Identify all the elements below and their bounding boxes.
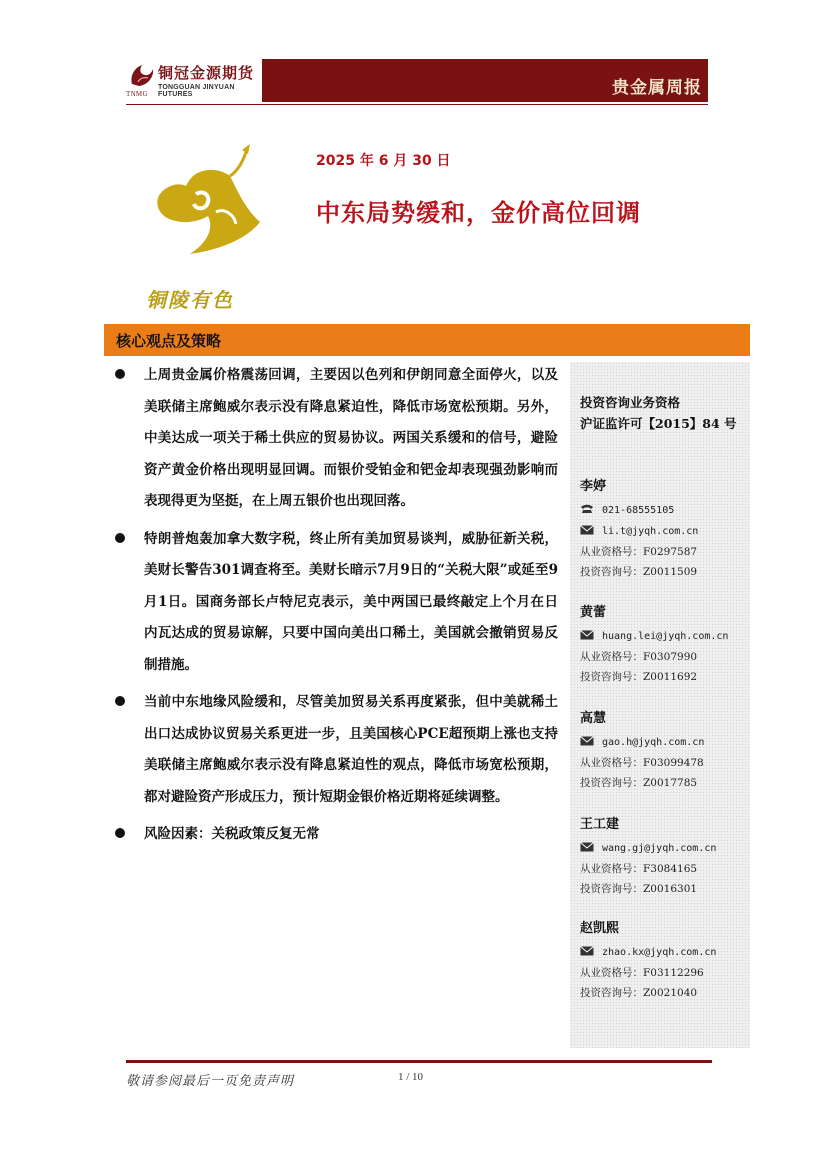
analyst-card xyxy=(580,604,748,687)
list-item xyxy=(110,819,558,851)
analyst-phone: 021-68555105 xyxy=(602,505,675,516)
email-row xyxy=(580,626,748,647)
analyst-card xyxy=(580,710,748,793)
report-date: 2025 年 6 月 30 日 xyxy=(316,153,451,169)
company-logo xyxy=(126,58,262,102)
list-item xyxy=(110,360,558,518)
footer-disclaimer: 敬请参阅最后一页免责声明 xyxy=(126,1074,295,1089)
analyst-card xyxy=(580,920,748,1003)
section-title: 核心观点及策略 xyxy=(116,332,222,350)
advisory-number: Z0011509 xyxy=(643,566,698,578)
practice-number: F0297587 xyxy=(643,546,698,558)
advisory-label: 投资咨询号： xyxy=(580,566,643,578)
logo-chinese-name: 铜冠金源期货 xyxy=(158,64,255,82)
report-type-title: 贵金属周报 xyxy=(612,78,702,98)
analyst-sidebar xyxy=(570,362,750,1048)
mail-icon xyxy=(580,946,594,956)
license-info xyxy=(580,392,737,434)
strategy-bullet-list xyxy=(110,360,558,857)
practice-label: 从业资格号： xyxy=(580,651,643,663)
footer-divider xyxy=(126,1060,712,1063)
practice-row xyxy=(580,647,748,667)
advisory-number: Z0021040 xyxy=(643,987,698,999)
report-headline: 中东局势缓和，金价高位回调 xyxy=(316,199,641,227)
advisory-number: Z0011692 xyxy=(643,671,698,683)
header-divider xyxy=(126,104,708,105)
analyst-name: 王工建 xyxy=(580,817,620,832)
bullet-dot-icon xyxy=(115,369,125,379)
advisory-row xyxy=(580,983,748,1003)
advisory-label: 投资咨询号： xyxy=(580,987,643,999)
header-bar xyxy=(262,59,708,102)
advisory-row xyxy=(580,879,748,899)
advisory-row xyxy=(580,667,748,687)
bullet-dot-icon xyxy=(115,533,125,543)
analyst-name: 赵凯熙 xyxy=(580,921,620,936)
company-logo-mark-icon xyxy=(126,60,156,90)
bullet-text: 风险因素：关税政策反复无常 xyxy=(144,826,320,842)
analyst-email[interactable]: wang.gj@jyqh.com.cn xyxy=(602,843,717,854)
bullet-text: 特朗普炮轰加拿大数字税，终止所有美加贸易谈判，威胁征新关税，美财长警告301调查将至。美财长暗示7月9日的“关税大限”或延至9月1日。国商务部长卢特尼克表示，美中两国已最终敲定上个月在日内瓦达成的贸易谅解，只要中国向美出口稀土，美国就会撤销贸易反制措施。 xyxy=(144,530,558,673)
license-line: 投资咨询业务资格 xyxy=(580,395,681,410)
analyst-name: 李婷 xyxy=(580,479,607,494)
page-number: 1 / 10 xyxy=(398,1071,424,1083)
bullet-dot-icon xyxy=(115,696,125,706)
practice-number: F03112296 xyxy=(643,967,704,979)
practice-number: F0307990 xyxy=(643,651,698,663)
logo-abbreviation: TNMG xyxy=(126,90,148,98)
list-item xyxy=(110,687,558,813)
practice-label: 从业资格号： xyxy=(580,863,643,875)
email-row xyxy=(580,732,748,753)
advisory-label: 投资咨询号： xyxy=(580,671,643,683)
analyst-card xyxy=(580,478,748,582)
section-banner xyxy=(104,324,750,356)
practice-row xyxy=(580,542,748,562)
tongling-emblem-icon xyxy=(138,142,278,262)
advisory-number: Z0016301 xyxy=(643,883,698,895)
bullet-text: 当前中东地缘风险缓和，尽管美加贸易关系再度紧张，但中美就稀土出口达成协议贸易关系更进一步，且美国核心PCE超预期上涨也支持美联储主席鲍威尔表示没有降息紧迫性的观点，降低市场宽松预期，都对避险资产形成压力，预计短期金银价格近期将延续调整。 xyxy=(144,694,558,805)
analyst-name: 黄蕾 xyxy=(580,605,607,620)
analyst-card xyxy=(580,816,748,899)
logo-english-name: TONGGUAN JINYUAN FUTURES xyxy=(158,84,235,98)
mail-icon xyxy=(580,842,594,852)
email-row xyxy=(580,521,748,542)
brand-script-logo: 铜陵有色 xyxy=(146,288,234,312)
advisory-label: 投资咨询号： xyxy=(580,777,643,789)
phone-icon xyxy=(580,504,594,514)
phone-row xyxy=(580,500,748,521)
bullet-text: 上周贵金属价格震荡回调，主要因以色列和伊朗同意全面停火，以及美联储主席鲍威尔表示没有降息紧迫性，降低市场宽松预期。另外，中美达成一项关于稀土供应的贸易协议。两国关系缓和的信号，避险资产黄金价格出现明显回调。而银价受铂金和钯金却表现强劲影响而表现得更为坚挺，在上周五银价也出现回落。 xyxy=(144,367,558,509)
mail-icon xyxy=(580,736,594,746)
analyst-email[interactable]: li.t@jyqh.com.cn xyxy=(602,526,699,537)
advisory-row xyxy=(580,562,748,582)
practice-label: 从业资格号： xyxy=(580,967,643,979)
practice-number: F03099478 xyxy=(643,757,704,769)
mail-icon xyxy=(580,630,594,640)
bullet-dot-icon xyxy=(115,828,125,838)
advisory-row xyxy=(580,773,748,793)
practice-row xyxy=(580,963,748,983)
email-row xyxy=(580,838,748,859)
analyst-email[interactable]: zhao.kx@jyqh.com.cn xyxy=(602,947,717,958)
practice-row xyxy=(580,859,748,879)
advisory-label: 投资咨询号： xyxy=(580,883,643,895)
license-number: 沪证监许可【2015】84 号 xyxy=(580,416,737,431)
list-item xyxy=(110,524,558,682)
analyst-email[interactable]: gao.h@jyqh.com.cn xyxy=(602,737,705,748)
analyst-email[interactable]: huang.lei@jyqh.com.cn xyxy=(602,631,729,642)
email-row xyxy=(580,942,748,963)
practice-row xyxy=(580,753,748,773)
advisory-number: Z0017785 xyxy=(643,777,698,789)
mail-icon xyxy=(580,525,594,535)
practice-label: 从业资格号： xyxy=(580,546,643,558)
analyst-name: 高慧 xyxy=(580,711,607,726)
practice-label: 从业资格号： xyxy=(580,757,643,769)
practice-number: F3084165 xyxy=(643,863,698,875)
